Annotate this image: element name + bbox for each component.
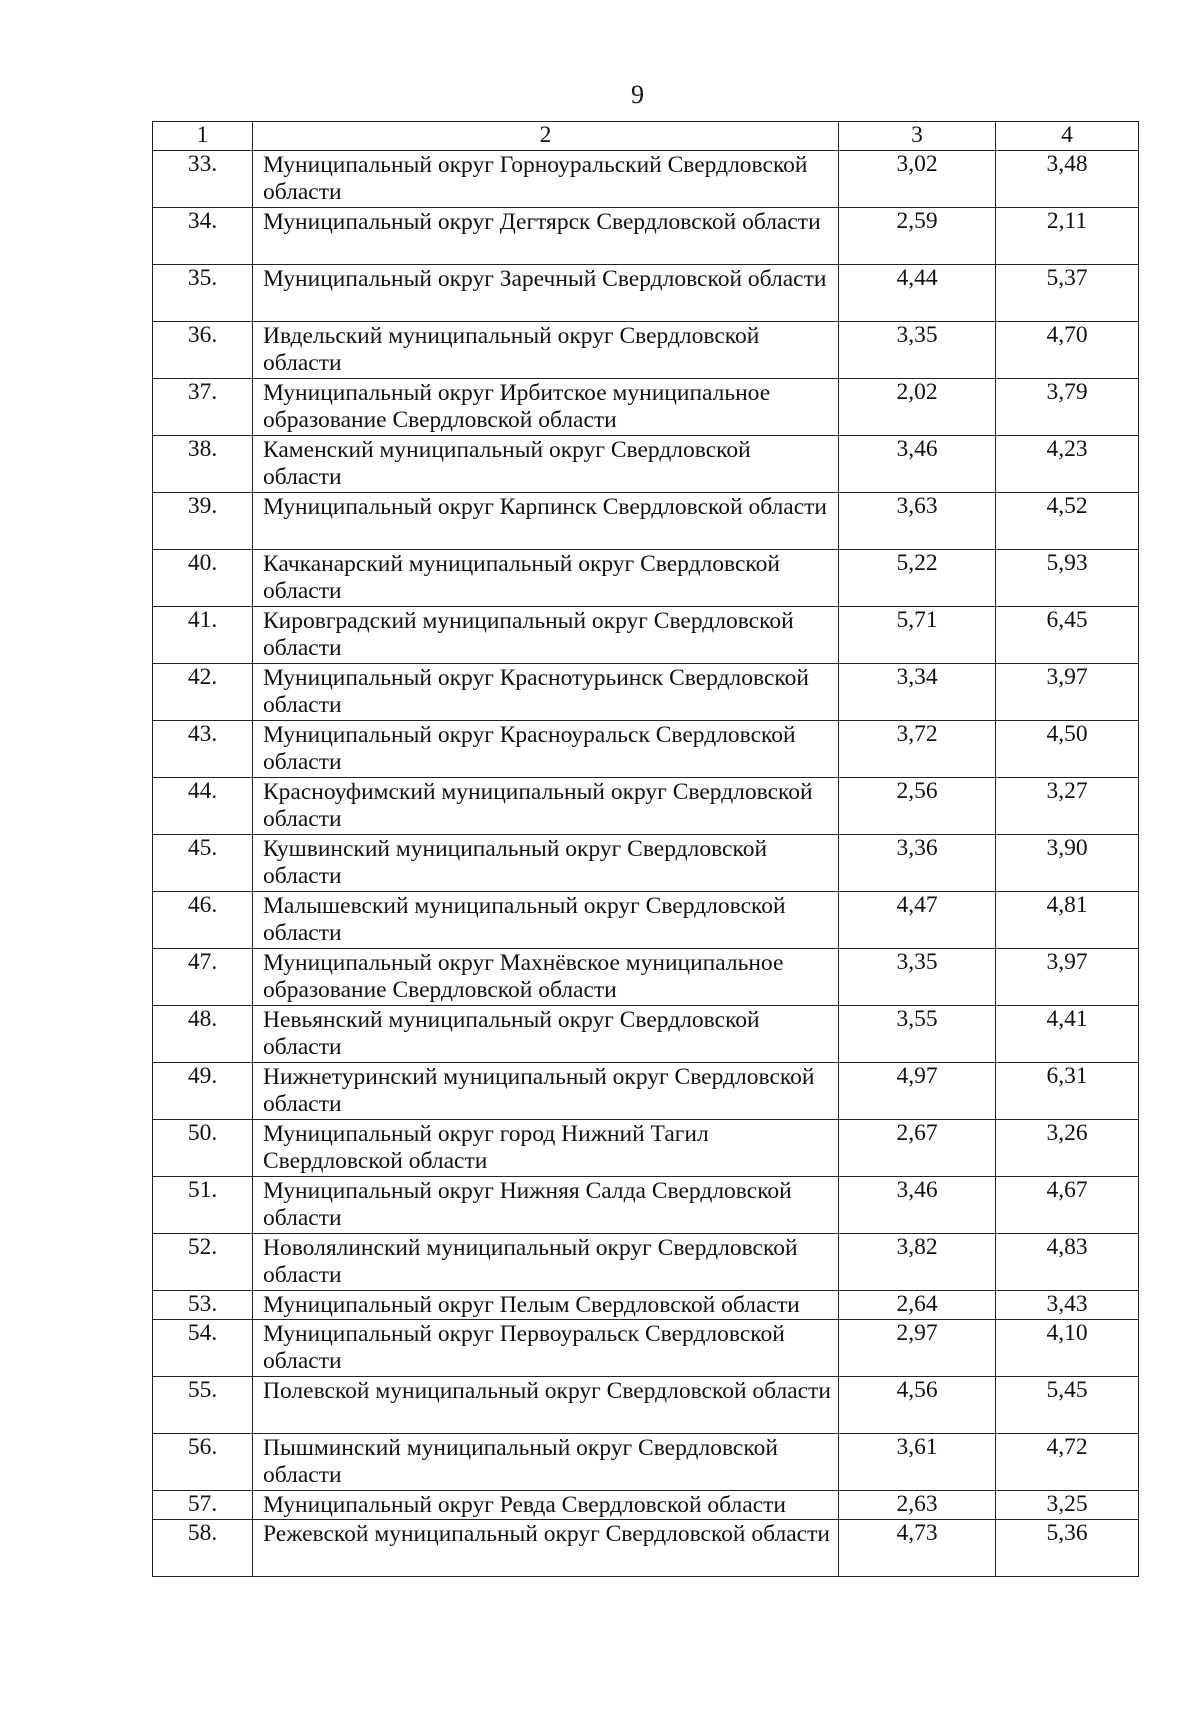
municipality-name: Муниципальный округ Махнёвское муниципальное образование Свердловской области: [253, 949, 839, 1006]
row-number: 44.: [153, 778, 253, 835]
municipality-name: Режевской муниципальный округ Свердловской области: [253, 1520, 839, 1577]
table-row: [153, 1291, 1139, 1320]
municipality-name: Муниципальный округ Горноуральский Свердловской области: [253, 151, 839, 208]
value-column-4: 4,10: [996, 1320, 1139, 1377]
municipality-name: Малышевский муниципальный округ Свердловской области: [253, 892, 839, 949]
value-column-3: 3,72: [839, 721, 996, 778]
municipality-name: Муниципальный округ Заречный Свердловской области: [253, 265, 839, 322]
table-row: [153, 778, 1139, 835]
table-row: [153, 379, 1139, 436]
table-row: [153, 1377, 1139, 1434]
table-row: [153, 835, 1139, 892]
table-row: [153, 1434, 1139, 1491]
table-row: [153, 1120, 1139, 1177]
municipality-name: Муниципальный округ Ирбитское муниципальное образование Свердловской области: [253, 379, 839, 436]
municipality-name: Новолялинский муниципальный округ Свердловской области: [253, 1234, 839, 1291]
value-column-3: 4,73: [839, 1520, 996, 1577]
value-column-3: 2,64: [839, 1291, 996, 1320]
municipality-name: Муниципальный округ Краснотурьинск Свердловской области: [253, 664, 839, 721]
row-number: 48.: [153, 1006, 253, 1063]
municipality-name: Красноуфимский муниципальный округ Свердловской области: [253, 778, 839, 835]
table-row: [153, 721, 1139, 778]
value-column-3: 2,59: [839, 208, 996, 265]
value-column-4: 5,45: [996, 1377, 1139, 1434]
value-column-3: 3,02: [839, 151, 996, 208]
row-number: 58.: [153, 1520, 253, 1577]
table-header-row: [153, 122, 1139, 151]
value-column-3: 2,67: [839, 1120, 996, 1177]
row-number: 57.: [153, 1491, 253, 1520]
row-number: 39.: [153, 493, 253, 550]
value-column-3: 3,46: [839, 436, 996, 493]
row-number: 49.: [153, 1063, 253, 1120]
row-number: 45.: [153, 835, 253, 892]
value-column-3: 3,63: [839, 493, 996, 550]
municipality-name: Качканарский муниципальный округ Свердловской области: [253, 550, 839, 607]
value-column-4: 4,23: [996, 436, 1139, 493]
table-row: [153, 892, 1139, 949]
column-header-3: 3: [839, 122, 996, 151]
table-row: [153, 265, 1139, 322]
value-column-4: 3,90: [996, 835, 1139, 892]
value-column-3: 2,97: [839, 1320, 996, 1377]
table-row: [153, 1491, 1139, 1520]
column-header-4: 4: [996, 122, 1139, 151]
municipality-name: Ивдельский муниципальный округ Свердловской области: [253, 322, 839, 379]
row-number: 38.: [153, 436, 253, 493]
table-row: [153, 1320, 1139, 1377]
page-number: 9: [631, 80, 644, 109]
value-column-4: 5,37: [996, 265, 1139, 322]
table-row: [153, 322, 1139, 379]
value-column-4: 4,72: [996, 1434, 1139, 1491]
table-row: [153, 151, 1139, 208]
data-table: [152, 121, 1139, 1577]
row-number: 35.: [153, 265, 253, 322]
value-column-4: 3,27: [996, 778, 1139, 835]
column-header-1: 1: [153, 122, 253, 151]
value-column-4: 5,93: [996, 550, 1139, 607]
value-column-3: 3,55: [839, 1006, 996, 1063]
municipality-name: Кушвинский муниципальный округ Свердловской области: [253, 835, 839, 892]
table-row: [153, 1234, 1139, 1291]
value-column-3: 5,22: [839, 550, 996, 607]
value-column-3: 4,97: [839, 1063, 996, 1120]
municipality-name: Невьянский муниципальный округ Свердловской области: [253, 1006, 839, 1063]
row-number: 42.: [153, 664, 253, 721]
table-row: [153, 208, 1139, 265]
municipality-name: Муниципальный округ Первоуральск Свердловской области: [253, 1320, 839, 1377]
table-row: [153, 1520, 1139, 1577]
municipality-name: Муниципальный округ город Нижний Тагил Свердловской области: [253, 1120, 839, 1177]
municipality-name: Пышминский муниципальный округ Свердловской области: [253, 1434, 839, 1491]
row-number: 36.: [153, 322, 253, 379]
value-column-4: 3,26: [996, 1120, 1139, 1177]
value-column-3: 2,56: [839, 778, 996, 835]
value-column-3: 4,56: [839, 1377, 996, 1434]
table-body: [153, 122, 1139, 1577]
value-column-4: 4,81: [996, 892, 1139, 949]
column-header-2: 2: [253, 122, 839, 151]
table-row: [153, 550, 1139, 607]
table-row: [153, 607, 1139, 664]
municipality-name: Муниципальный округ Нижняя Салда Свердловской области: [253, 1177, 839, 1234]
value-column-3: 5,71: [839, 607, 996, 664]
value-column-4: 3,97: [996, 664, 1139, 721]
municipality-name: Муниципальный округ Дегтярск Свердловской области: [253, 208, 839, 265]
municipality-name: Муниципальный округ Ревда Свердловской области: [253, 1491, 839, 1520]
row-number: 46.: [153, 892, 253, 949]
value-column-4: 4,70: [996, 322, 1139, 379]
row-number: 50.: [153, 1120, 253, 1177]
row-number: 47.: [153, 949, 253, 1006]
table-row: [153, 949, 1139, 1006]
value-column-3: 2,63: [839, 1491, 996, 1520]
value-column-3: 3,35: [839, 322, 996, 379]
value-column-3: 3,61: [839, 1434, 996, 1491]
row-number: 51.: [153, 1177, 253, 1234]
row-number: 53.: [153, 1291, 253, 1320]
value-column-4: 3,97: [996, 949, 1139, 1006]
row-number: 56.: [153, 1434, 253, 1491]
value-column-4: 4,67: [996, 1177, 1139, 1234]
table-row: [153, 436, 1139, 493]
value-column-3: 4,44: [839, 265, 996, 322]
value-column-3: 3,34: [839, 664, 996, 721]
table-row: [153, 1006, 1139, 1063]
value-column-4: 3,79: [996, 379, 1139, 436]
row-number: 33.: [153, 151, 253, 208]
row-number: 54.: [153, 1320, 253, 1377]
municipality-name: Нижнетуринский муниципальный округ Свердловской области: [253, 1063, 839, 1120]
row-number: 34.: [153, 208, 253, 265]
value-column-4: 6,45: [996, 607, 1139, 664]
value-column-3: 3,36: [839, 835, 996, 892]
value-column-4: 3,25: [996, 1491, 1139, 1520]
value-column-4: 4,41: [996, 1006, 1139, 1063]
value-column-3: 3,46: [839, 1177, 996, 1234]
value-column-4: 5,36: [996, 1520, 1139, 1577]
value-column-3: 3,82: [839, 1234, 996, 1291]
value-column-4: 4,83: [996, 1234, 1139, 1291]
municipality-name: Муниципальный округ Красноуральск Свердловской области: [253, 721, 839, 778]
value-column-4: 4,52: [996, 493, 1139, 550]
table-row: [153, 493, 1139, 550]
value-column-3: 2,02: [839, 379, 996, 436]
row-number: 37.: [153, 379, 253, 436]
value-column-4: 2,11: [996, 208, 1139, 265]
row-number: 52.: [153, 1234, 253, 1291]
row-number: 40.: [153, 550, 253, 607]
municipality-name: Полевской муниципальный округ Свердловской области: [253, 1377, 839, 1434]
value-column-4: 3,48: [996, 151, 1139, 208]
value-column-4: 4,50: [996, 721, 1139, 778]
table-row: [153, 664, 1139, 721]
table-row: [153, 1177, 1139, 1234]
municipality-name: Кировградский муниципальный округ Свердловской области: [253, 607, 839, 664]
municipality-name: Каменский муниципальный округ Свердловской области: [253, 436, 839, 493]
municipality-name: Муниципальный округ Пелым Свердловской области: [253, 1291, 839, 1320]
row-number: 41.: [153, 607, 253, 664]
value-column-4: 3,43: [996, 1291, 1139, 1320]
row-number: 55.: [153, 1377, 253, 1434]
value-column-4: 6,31: [996, 1063, 1139, 1120]
row-number: 43.: [153, 721, 253, 778]
municipality-name: Муниципальный округ Карпинск Свердловской области: [253, 493, 839, 550]
value-column-3: 4,47: [839, 892, 996, 949]
value-column-3: 3,35: [839, 949, 996, 1006]
table-row: [153, 1063, 1139, 1120]
